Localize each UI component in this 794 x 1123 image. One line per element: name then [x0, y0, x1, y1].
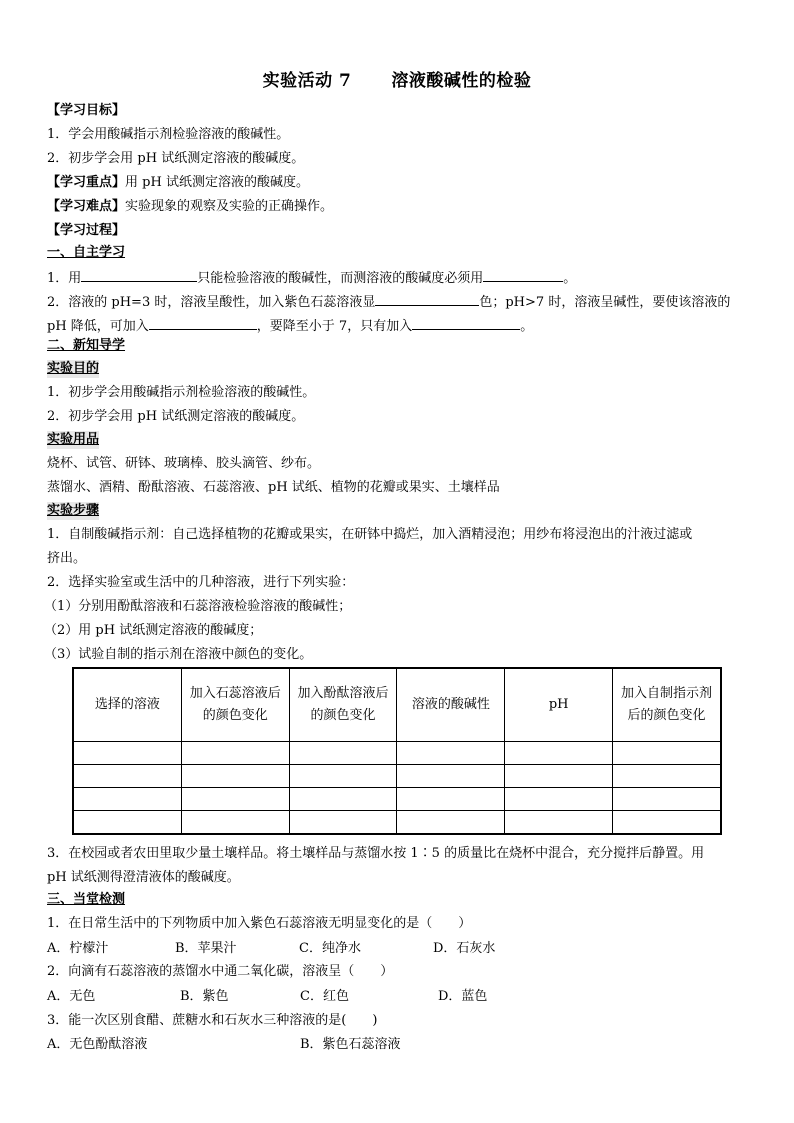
step-line: （2）用 pH 试纸测定溶液的酸碱度； — [44, 623, 263, 638]
q1-text-c: 。 — [563, 271, 577, 286]
table-cell[interactable] — [73, 811, 181, 835]
q2-text-b: 色；pH>7 时，溶液呈碱性，要使该溶液的 — [479, 295, 731, 310]
table-cell[interactable] — [397, 788, 505, 811]
option-a[interactable]: A．无色酚酞溶液 — [47, 1037, 148, 1052]
purpose-heading: 实验目的 — [47, 361, 100, 376]
experiment-table — [72, 667, 722, 835]
table-cell[interactable] — [397, 811, 505, 835]
step-line: （1）分别用酚酞溶液和石蕊溶液检验溶液的酸碱性； — [44, 599, 352, 614]
table-cell[interactable] — [181, 765, 289, 788]
table-header-cell: 加入酚酞溶液后的颜色变化 — [289, 668, 397, 742]
focus-line — [47, 174, 309, 192]
section1-q2-line1 — [47, 292, 730, 312]
table-header-cell: 溶液的酸碱性 — [397, 668, 505, 742]
q2-text-d: ，要降至小于 7，只有加入 — [256, 319, 413, 334]
step3-line: pH 试纸测得澄清液体的酸碱度。 — [47, 870, 240, 885]
table-cell[interactable] — [397, 742, 505, 765]
step-line: 2．选择实验室或生活中的几种溶液，进行下列实验： — [47, 575, 355, 590]
page-title — [0, 66, 794, 91]
purpose-item: 1．初步学会用酸碱指示剂检验溶液的酸碱性。 — [47, 385, 316, 400]
title-activity: 实验活动 7 — [262, 71, 352, 91]
table-row — [73, 765, 721, 788]
section3-heading: 三、当堂检测 — [47, 892, 126, 907]
table-row — [73, 742, 721, 765]
table-header-cell: 加入自制指示剂后的颜色变化 — [613, 668, 721, 742]
table-cell[interactable] — [73, 788, 181, 811]
table-cell[interactable] — [505, 788, 613, 811]
table-cell[interactable] — [505, 765, 613, 788]
difficulty-line — [47, 198, 333, 216]
q1-text-b: 只能检验溶液的酸碱性，而测溶液的酸碱度必须用 — [197, 271, 484, 286]
table-row — [73, 811, 721, 835]
option-a[interactable]: A．无色 — [47, 989, 96, 1004]
option-d[interactable]: D．石灰水 — [433, 941, 496, 956]
difficulty-text: 实验现象的观察及实验的正确操作。 — [125, 199, 334, 214]
option-d[interactable]: D．蓝色 — [438, 989, 488, 1004]
table-row — [73, 788, 721, 811]
table-header-cell: 加入石蕊溶液后的颜色变化 — [181, 668, 289, 742]
materials-item: 蒸馏水、酒精、酚酞溶液、石蕊溶液、pH 试纸、植物的花瓣或果实、土壤样品 — [47, 480, 500, 495]
table-cell[interactable] — [613, 788, 721, 811]
table-cell[interactable] — [73, 742, 181, 765]
q2-text-c: pH 降低，可加入 — [47, 319, 149, 334]
quiz-question-3: 3．能一次区别食醋、蔗糖水和石灰水三种溶液的是( ) — [47, 1013, 378, 1028]
table-cell[interactable] — [73, 765, 181, 788]
option-a[interactable]: A．柠檬汁 — [47, 941, 109, 956]
section2-heading: 二、新知导学 — [47, 338, 126, 353]
table-cell[interactable] — [181, 811, 289, 835]
fill-blank[interactable] — [149, 316, 257, 330]
focus-heading: 【学习重点】 — [47, 175, 126, 190]
section1-q2-line2 — [47, 316, 533, 336]
table-header-cell: pH — [505, 668, 613, 742]
step-line: （3）试验自制的指示剂在溶液中颜色的变化。 — [44, 647, 313, 662]
goal-item: 1．学会用酸碱指示剂检验溶液的酸碱性。 — [47, 127, 290, 142]
goal-item: 2．初步学会用 pH 试纸测定溶液的酸碱度。 — [47, 151, 305, 166]
fill-blank[interactable] — [483, 268, 563, 282]
step3-line: 3．在校园或者农田里取少量土壤样品。将土壤样品与蒸馏水按 1∶5 的质量比在烧杯中混合，充分搅拌后静置。用 — [47, 846, 705, 861]
option-b[interactable]: B．紫色石蕊溶液 — [300, 1037, 401, 1052]
q2-text-a: 2．溶液的 pH=3 时，溶液呈酸性，加入紫色石蕊溶液显 — [47, 295, 376, 310]
q2-text-e: 。 — [520, 319, 534, 334]
materials-heading: 实验用品 — [47, 432, 100, 447]
materials-item: 烧杯、试管、研钵、玻璃棒、胶头滴管、纱布。 — [47, 456, 321, 471]
q1-text-a: 1．用 — [47, 271, 82, 286]
difficulty-heading: 【学习难点】 — [47, 199, 126, 214]
table-cell[interactable] — [289, 811, 397, 835]
table-cell[interactable] — [181, 788, 289, 811]
table-cell[interactable] — [289, 765, 397, 788]
fill-blank[interactable] — [412, 316, 520, 330]
option-b[interactable]: B．苹果汁 — [175, 941, 237, 956]
table-cell[interactable] — [613, 742, 721, 765]
title-topic: 溶液酸碱性的检验 — [391, 71, 532, 91]
option-b[interactable]: B．紫色 — [180, 989, 229, 1004]
fill-blank[interactable] — [81, 268, 197, 282]
table-cell[interactable] — [613, 765, 721, 788]
process-heading: 【学习过程】 — [47, 223, 126, 238]
table-cell[interactable] — [613, 811, 721, 835]
table-header-cell: 选择的溶液 — [73, 668, 181, 742]
step-line: 1．自制酸碱指示剂：自己选择植物的花瓣或果实，在研钵中捣烂，加入酒精浸泡；用纱布将浸泡出的汁液过滤或 — [47, 527, 693, 542]
quiz-question-2: 2．向滴有石蕊溶液的蒸馏水中通二氧化碳，溶液呈（ ） — [47, 964, 394, 979]
table-cell[interactable] — [181, 742, 289, 765]
quiz-question-1: 1．在日常生活中的下列物质中加入紫色石蕊溶液无明显变化的是（ ） — [47, 916, 472, 931]
steps-heading: 实验步骤 — [47, 503, 100, 518]
table-cell[interactable] — [289, 742, 397, 765]
table-cell[interactable] — [505, 742, 613, 765]
focus-text: 用 pH 试纸测定溶液的酸碱度。 — [125, 175, 309, 190]
fill-blank[interactable] — [375, 292, 479, 306]
table-header-row — [73, 668, 721, 742]
goals-heading: 【学习目标】 — [47, 103, 126, 118]
purpose-item: 2．初步学会用 pH 试纸测定溶液的酸碱度。 — [47, 409, 305, 424]
option-c[interactable]: C．纯净水 — [299, 941, 361, 956]
table-cell[interactable] — [289, 788, 397, 811]
section1-q1 — [47, 268, 576, 288]
option-c[interactable]: C．红色 — [300, 989, 349, 1004]
table-cell[interactable] — [505, 811, 613, 835]
table-cell[interactable] — [397, 765, 505, 788]
step-line: 挤出。 — [47, 551, 87, 566]
section1-heading: 一、自主学习 — [47, 245, 126, 260]
